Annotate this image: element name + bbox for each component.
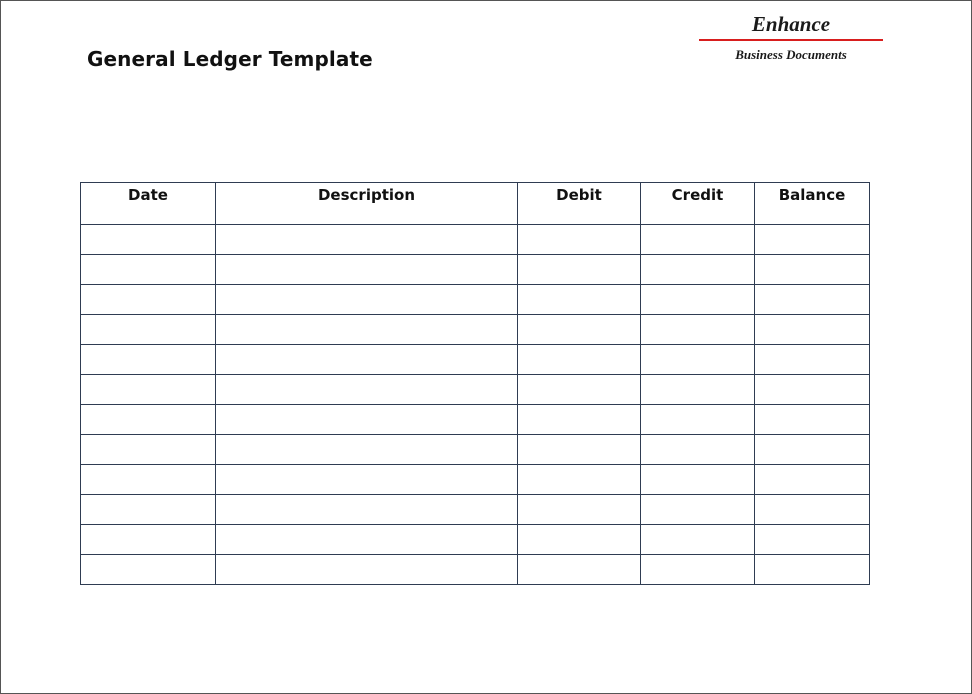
logo-tagline: Business Documents (735, 47, 847, 62)
ledger-table (80, 182, 870, 585)
column-header-credit: Credit (641, 183, 755, 225)
ledger-body (81, 225, 870, 585)
balance-cell (755, 495, 870, 525)
column-header-date: Date (81, 183, 216, 225)
table-row (81, 255, 870, 285)
date-cell (81, 345, 216, 375)
debit-cell (518, 495, 641, 525)
credit-cell (641, 405, 755, 435)
debit-cell (518, 225, 641, 255)
credit-cell (641, 225, 755, 255)
debit-cell (518, 435, 641, 465)
description-cell (216, 435, 518, 465)
debit-cell (518, 255, 641, 285)
description-cell (216, 555, 518, 585)
balance-cell (755, 375, 870, 405)
table-row (81, 225, 870, 255)
table-row (81, 495, 870, 525)
table-header-row (81, 183, 870, 225)
balance-cell (755, 525, 870, 555)
column-header-description: Description (216, 183, 518, 225)
table-row (81, 405, 870, 435)
description-cell (216, 495, 518, 525)
balance-cell (755, 225, 870, 255)
date-cell (81, 315, 216, 345)
date-cell (81, 255, 216, 285)
debit-cell (518, 405, 641, 435)
date-cell (81, 285, 216, 315)
credit-cell (641, 375, 755, 405)
table-row (81, 315, 870, 345)
balance-cell (755, 555, 870, 585)
date-cell (81, 555, 216, 585)
credit-cell (641, 525, 755, 555)
column-header-debit: Debit (518, 183, 641, 225)
date-cell (81, 495, 216, 525)
table-row (81, 555, 870, 585)
balance-cell (755, 405, 870, 435)
balance-cell (755, 345, 870, 375)
balance-cell (755, 435, 870, 465)
date-cell (81, 465, 216, 495)
table-row (81, 345, 870, 375)
balance-cell (755, 465, 870, 495)
description-cell (216, 315, 518, 345)
description-cell (216, 285, 518, 315)
balance-cell (755, 285, 870, 315)
date-cell (81, 435, 216, 465)
logo-divider (699, 39, 883, 41)
credit-cell (641, 255, 755, 285)
description-cell (216, 525, 518, 555)
description-cell (216, 255, 518, 285)
balance-cell (755, 315, 870, 345)
credit-cell (641, 465, 755, 495)
logo-wordmark: Enhance (751, 12, 831, 36)
credit-cell (641, 285, 755, 315)
debit-cell (518, 375, 641, 405)
description-cell (216, 345, 518, 375)
table-row (81, 525, 870, 555)
description-cell (216, 405, 518, 435)
description-cell (216, 465, 518, 495)
page-title: General Ledger Template (87, 47, 373, 71)
credit-cell (641, 315, 755, 345)
credit-cell (641, 555, 755, 585)
description-cell (216, 225, 518, 255)
date-cell (81, 525, 216, 555)
date-cell (81, 405, 216, 435)
description-cell (216, 375, 518, 405)
debit-cell (518, 285, 641, 315)
table-row (81, 435, 870, 465)
date-cell (81, 375, 216, 405)
debit-cell (518, 465, 641, 495)
debit-cell (518, 345, 641, 375)
debit-cell (518, 525, 641, 555)
debit-cell (518, 315, 641, 345)
balance-cell (755, 255, 870, 285)
column-header-balance: Balance (755, 183, 870, 225)
table-row (81, 465, 870, 495)
table-row (81, 285, 870, 315)
brand-logo (699, 11, 883, 67)
credit-cell (641, 435, 755, 465)
table-row (81, 375, 870, 405)
credit-cell (641, 345, 755, 375)
credit-cell (641, 495, 755, 525)
debit-cell (518, 555, 641, 585)
date-cell (81, 225, 216, 255)
